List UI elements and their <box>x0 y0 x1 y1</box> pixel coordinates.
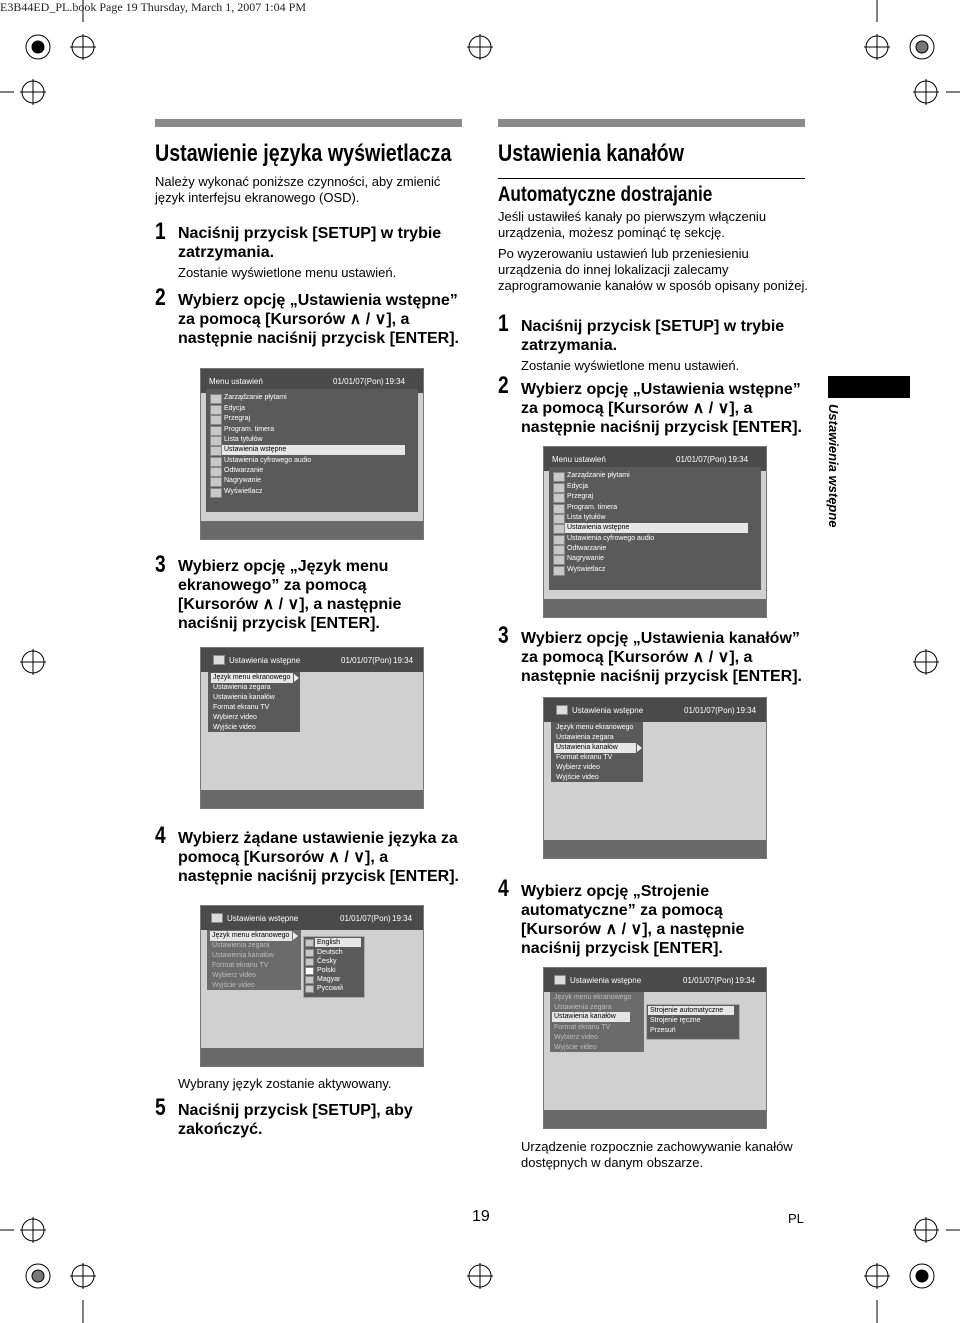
record-icon <box>553 555 565 565</box>
menu-item-selected[interactable]: Ustawienia wstępne <box>222 445 405 455</box>
screen-date: 01/01/07(Pon) <box>333 377 384 386</box>
submenu-item[interactable]: Przesuń <box>650 1027 676 1034</box>
divider <box>498 178 805 179</box>
screen-time: 19:34 <box>385 377 406 386</box>
screen-title: Menu ustawień <box>552 455 606 464</box>
menu-item[interactable]: Lista tytułów <box>567 514 606 521</box>
preset-icon <box>210 446 222 456</box>
menu-item-selected[interactable]: Język menu ekranowego <box>210 931 292 941</box>
disc-icon <box>553 472 565 482</box>
menu-item[interactable]: Wyjście video <box>556 774 599 781</box>
menu-item[interactable]: Format ekranu TV <box>554 1024 611 1031</box>
menu-item[interactable]: Wyjście video <box>554 1044 597 1051</box>
channel-setup-screen <box>543 967 767 1129</box>
step-text: Wybierz opcję „Ustawienia kanałów” za pomocą [Kursorów ∧ / ∨], a następnie naciśnij przycisk [ENTER]. <box>521 630 802 685</box>
language-option[interactable]: Magyar <box>317 976 341 983</box>
step-number: 3 <box>155 551 166 578</box>
check-icon <box>305 967 314 975</box>
screen-date: 01/01/07(Pon) <box>676 455 727 464</box>
preset-icon <box>211 913 223 923</box>
menu-item[interactable]: Ustawienia cyfrowego audio <box>567 535 655 542</box>
step-text: Wybierz opcję „Ustawienia wstępne” za pomocą [Kursorów ∧ / ∨], a następnie naciśnij przycisk [ENTER]. <box>521 381 802 436</box>
screen-date: 01/01/07(Pon) <box>683 976 734 985</box>
screen-time: 19:34 <box>392 914 413 923</box>
menu-item[interactable]: Przegraj <box>224 415 251 422</box>
setup-menu-screen <box>200 368 424 540</box>
edit-icon <box>210 405 222 415</box>
setup-menu-screen <box>543 446 767 618</box>
submenu-arrow-icon <box>293 932 298 940</box>
menu-item[interactable]: Wyjście video <box>212 982 255 989</box>
step-text: Naciśnij przycisk [SETUP] w trybie zatrzymania. <box>178 225 442 261</box>
menu-item[interactable]: Format ekranu TV <box>212 962 269 969</box>
screen-time: 19:34 <box>735 976 756 985</box>
step-subtext: Zostanie wyświetlone menu ustawień. <box>178 265 397 280</box>
menu-item[interactable]: Język menu ekranowego <box>556 724 634 731</box>
menu-item[interactable]: Nagrywanie <box>224 477 261 484</box>
menu-item[interactable]: Wybierz video <box>554 1034 598 1041</box>
preset-icon <box>556 705 568 715</box>
submenu-arrow-icon <box>294 674 299 682</box>
step-number: 2 <box>155 284 166 311</box>
menu-item[interactable]: Zarządzanie płytami <box>224 394 287 401</box>
screen-title-bar <box>544 968 766 992</box>
step-number: 5 <box>155 1094 166 1121</box>
page-header: E3B44ED_PL.book Page 19 Thursday, March 1, 2007 1:04 PM <box>0 0 306 14</box>
display-icon <box>553 566 565 576</box>
screen-title: Menu ustawień <box>209 377 263 386</box>
language-option-selected[interactable]: English <box>315 938 361 947</box>
menu-item[interactable]: Program. timera <box>567 504 618 511</box>
side-tab <box>828 376 910 398</box>
menu-item[interactable]: Ustawienia kanałów <box>213 694 275 701</box>
intro-text: Należy wykonać poniższe czynności, aby zmienić język interfejsu ekranowego (OSD). <box>155 174 441 205</box>
menu-item[interactable]: Wyświetlacz <box>224 488 263 495</box>
screen-date: 01/01/07(Pon) <box>684 706 735 715</box>
submenu-arrow-icon <box>637 744 642 752</box>
timer-icon <box>553 504 565 514</box>
menu-item[interactable]: Ustawienia kanałów <box>212 952 274 959</box>
menu-item[interactable]: Wyjście video <box>213 724 256 731</box>
dub-icon <box>553 493 565 503</box>
paragraph: Jeśli ustawiłeś kanały po pierwszym włączeniu urządzenia, możesz pominąć tę sekcję. <box>498 209 767 240</box>
menu-item[interactable]: Wybierz video <box>556 764 600 771</box>
menu-item[interactable]: Wybierz video <box>212 972 256 979</box>
radio-icon <box>305 976 314 984</box>
section-title: Ustawienie języka wyświetlacza <box>155 140 452 167</box>
menu-item[interactable]: Ustawienia zegara <box>554 1004 612 1011</box>
menu-item[interactable]: Odtwarzanie <box>224 467 264 474</box>
menu-item-selected[interactable]: Język menu ekranowego <box>211 673 293 683</box>
step-number: 4 <box>155 822 166 849</box>
step-subtext: Zostanie wyświetlone menu ustawień. <box>521 358 740 373</box>
section-bar <box>498 119 805 127</box>
step-result-text: Urządzenie rozpocznie zachowywanie kanałów dostępnych w danym obszarze. <box>521 1139 793 1170</box>
menu-item[interactable]: Edycja <box>567 483 589 490</box>
step-text: Wybierz opcję „Język menu ekranowego” za pomocą [Kursorów ∧ / ∨], a następnie naciśnij przycisk [ENTER]. <box>178 558 402 632</box>
menu-item-selected[interactable]: Ustawienia kanałów <box>552 1012 630 1022</box>
step-number: 2 <box>498 372 509 399</box>
radio-icon <box>305 985 314 993</box>
dub-icon <box>210 415 222 425</box>
submenu-item-selected[interactable]: Strojenie automatyczne <box>648 1006 734 1015</box>
screen-title-bar <box>544 698 766 722</box>
preset-menu-screen <box>200 647 424 809</box>
menu-item[interactable]: Wybierz video <box>213 714 257 721</box>
screen-title-bar <box>201 648 423 672</box>
menu-item[interactable]: Ustawienia zegara <box>213 684 271 691</box>
language-code: PL <box>788 1211 804 1226</box>
step-number: 1 <box>498 310 509 337</box>
menu-item[interactable]: Nagrywanie <box>567 555 604 562</box>
submenu-item[interactable]: Strojenie ręczne <box>650 1017 701 1024</box>
display-icon <box>210 488 222 498</box>
step-text: Wybierz opcję „Ustawienia wstępne” za pomocą [Kursorów ∧ / ∨], a następnie naciśnij przycisk [ENTER]. <box>178 292 459 347</box>
language-option[interactable]: Polski <box>317 967 336 974</box>
audio-icon <box>553 535 565 545</box>
edit-icon <box>553 483 565 493</box>
step-text: Naciśnij przycisk [SETUP] w trybie zatrzymania. <box>521 318 785 354</box>
menu-item[interactable]: Przegraj <box>567 493 594 500</box>
menu-item[interactable]: Ustawienia cyfrowego audio <box>224 457 312 464</box>
language-option[interactable]: Česky <box>317 958 337 965</box>
menu-item[interactable]: Wyświetlacz <box>567 566 606 573</box>
menu-item[interactable]: Lista tytułów <box>224 436 263 443</box>
step-number: 3 <box>498 622 509 649</box>
title-list-icon <box>210 436 222 446</box>
language-option[interactable]: Русский <box>317 985 343 992</box>
side-tab-label: Ustawienia wstępne <box>826 404 841 528</box>
radio-icon <box>305 958 314 966</box>
radio-icon <box>305 949 314 957</box>
step-text: Wybierz żądane ustawienie języka za pomocą [Kursorów ∧ / ∨], a następnie naciśnij przycisk [ENTER]. <box>178 830 459 885</box>
screen-title-bar <box>201 906 423 930</box>
title-list-icon <box>553 514 565 524</box>
step-text: Wybierz opcję „Strojenie automatyczne” za pomocą [Kursorów ∧ / ∨], a następnie naciśnij przycisk [ENTER]. <box>521 883 745 957</box>
screen-title: Ustawienia wstępne <box>570 976 642 985</box>
menu-item-selected[interactable]: Ustawienia kanałów <box>554 743 636 753</box>
screen-title: Ustawienia wstępne <box>227 914 299 923</box>
preset-icon <box>554 975 566 985</box>
menu-item[interactable]: Język menu ekranowego <box>554 994 632 1001</box>
step-number: 1 <box>155 218 166 245</box>
step-result-text: Wybrany język zostanie aktywowany. <box>178 1076 392 1091</box>
preset-icon <box>213 655 225 665</box>
menu-item[interactable]: Ustawienia zegara <box>212 942 270 949</box>
screen-date: 01/01/07(Pon) <box>340 914 391 923</box>
screen-title: Ustawienia wstępne <box>572 706 644 715</box>
record-icon <box>210 477 222 487</box>
disc-icon <box>210 394 222 404</box>
screen-time: 19:34 <box>393 656 414 665</box>
menu-item[interactable]: Format ekranu TV <box>213 704 270 711</box>
play-icon <box>553 545 565 555</box>
paragraph: Po wyzerowaniu ustawień lub przeniesieniu urządzenia do innej lokalizacji zalecamy zaprogramowanie kanałów w sposób opisany poniżej. <box>498 246 809 293</box>
menu-item-selected[interactable]: Ustawienia wstępne <box>565 523 748 533</box>
page-number: 19 <box>472 1208 490 1225</box>
menu-item[interactable]: Edycja <box>224 405 246 412</box>
audio-icon <box>210 457 222 467</box>
step-number: 4 <box>498 875 509 902</box>
radio-icon <box>305 939 314 947</box>
preset-icon <box>553 524 565 534</box>
menu-item[interactable]: Odtwarzanie <box>567 545 607 552</box>
section-title: Ustawienia kanałów <box>498 140 684 167</box>
screen-time: 19:34 <box>736 706 757 715</box>
screen-date: 01/01/07(Pon) <box>341 656 392 665</box>
screen-title: Ustawienia wstępne <box>229 656 301 665</box>
menu-item[interactable]: Format ekranu TV <box>556 754 613 761</box>
subsection-title: Automatyczne dostrajanie <box>498 183 713 206</box>
language-select-screen <box>200 905 424 1067</box>
menu-item[interactable]: Ustawienia zegara <box>556 734 614 741</box>
section-bar <box>155 119 462 127</box>
preset-menu-screen <box>543 697 767 859</box>
menu-item[interactable]: Program. timera <box>224 426 275 433</box>
language-option[interactable]: Deutsch <box>317 949 343 956</box>
play-icon <box>210 467 222 477</box>
timer-icon <box>210 426 222 436</box>
menu-item[interactable]: Zarządzanie płytami <box>567 472 630 479</box>
screen-time: 19:34 <box>728 455 749 464</box>
step-text: Naciśnij przycisk [SETUP], aby zakończyć. <box>178 1102 413 1138</box>
